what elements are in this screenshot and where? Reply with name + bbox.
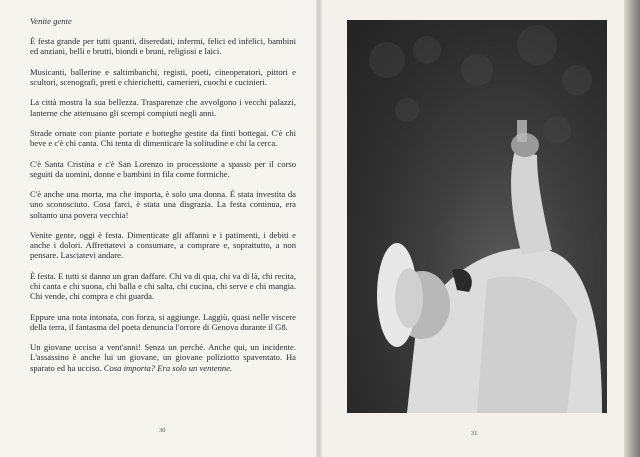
paragraph-5: C'è Santa Cristina e c'è San Lorenzo in processione a spasso per il corso seguiti da uomini, donne e bambini in fila come formiche. [30, 158, 296, 179]
paragraph-2: Musicanti, ballerine e saltimbanchi, registi, poeti, cineoperatori, pittori e scultori, scenografi, preti e chierichetti, camerieri, cuochi e cucinieri. [30, 66, 296, 87]
chapter-heading: Venite gente [30, 16, 72, 26]
paragraph-6: C'è anche una morta, ma che importa, è solo una donna. È stata investita da uno sconosciuto. Cosa farci, è stata una disgrazia. La festa continua, era soltanto una povera vecchia! [30, 189, 296, 220]
paragraph-10-text: Un giovane ucciso a vent'anni! Senza un perché. Anche qui, un incidente. L'assassino è anche lui un giovane, un giovane poliziotto spaventato. Ha sparato ed ha ucciso. [30, 342, 296, 373]
paragraph-3: La città mostra la sua bellezza. Trasparenze che avvolgono i vecchi palazzi, lanterne che attenuano gli scempi compiuti negli anni. [30, 97, 296, 118]
paragraph-10-italic: Cosa importa? Era solo un ventenne. [103, 362, 233, 373]
paragraph-10 [30, 342, 296, 373]
left-page [0, 0, 318, 457]
paragraph-1: È festa grande per tutti quanti, diseredati, infermi, felici ed infelici, bambini ed anziani, belli e brutti, biondi e bruni, religiosi e laici. [30, 36, 296, 57]
paragraph-8: È festa. E tutti si danno un gran daffare. Chi va di qua, chi va di là, chi recita, chi canta e chi suona, chi balla e chi salta, chi cucina, chi serve e chi mangia. Chi vende, chi compra e chi guarda. [30, 270, 296, 302]
next-page-edge [624, 0, 640, 457]
page-number-left: 30 [159, 427, 166, 434]
photo-illustration [347, 20, 607, 413]
paragraph-9: Eppure una nota intonata, con forza, si aggiunge. Laggiù, quasi nelle viscere della terra, il fantasma del poeta denuncia l'orrore di Genova durante il G8. [30, 311, 296, 332]
page-number-right: 31 [471, 430, 478, 437]
photo [347, 20, 607, 413]
paragraph-7: Venite gente, oggi è festa. Dimenticate gli affanni e i patimenti, i debiti e anche i dolori. Affrettatevi a consumare, a comprare e, soprattutto, a non pensare. Lasciatevi andare. [30, 229, 296, 261]
text-block [30, 16, 296, 383]
paragraph-4: Strade ornate con piante portate e botteghe gestite da finti bottegai. C'è chi beve e c'è chi canta. Chi tenta di dimenticare la solitudine e chi la cerca. [30, 127, 296, 149]
